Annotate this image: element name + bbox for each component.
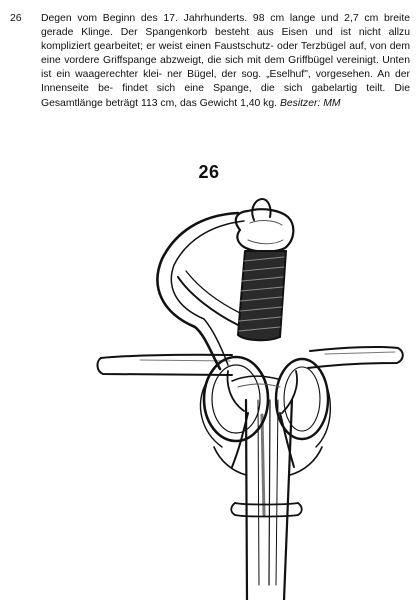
description-line: Terzbügel auf, von dem eine vordere Griffspange abzweigt, die bbox=[41, 41, 410, 67]
description-line: ner Bügel, der sog. „Eselhuf", vorgesehen. An der Innenseite be- bbox=[41, 69, 410, 95]
sword-hilt-illustration bbox=[0, 185, 418, 600]
knuckle-bow bbox=[157, 213, 244, 369]
eselhuf-bow bbox=[231, 503, 302, 517]
entry-description bbox=[41, 12, 410, 111]
description-line: Degen vom Beginn des 17. Jahrhunderts. 98 cm lange und 2,7 cm bbox=[41, 13, 384, 24]
catalog-entry bbox=[10, 12, 410, 111]
side-rings bbox=[201, 357, 331, 447]
pommel bbox=[236, 199, 293, 252]
description-line: beträgt 113 cm, das Gewicht 1,40 kg. bbox=[105, 97, 280, 109]
owner-note: Besitzer: MM bbox=[279, 97, 341, 109]
plate-number: 26 bbox=[198, 162, 220, 182]
description-line: findet sich eine Spange, die sich gabelartig teilt. Die Gesamtlänge bbox=[41, 83, 410, 109]
description-line: sich mit dem Griffbügel vereinigt. Unten ist ein waagerechter klei- bbox=[41, 55, 410, 81]
description-line: breite gerade Klinge. Der Spangenkorb besteht aus Eisen und ist bbox=[41, 13, 410, 39]
entry-number: 26 bbox=[10, 13, 22, 24]
grip bbox=[238, 251, 286, 340]
description-line: nicht allzu kompliziert gearbeitet; er weist einen Faustschutz- oder bbox=[41, 27, 410, 53]
